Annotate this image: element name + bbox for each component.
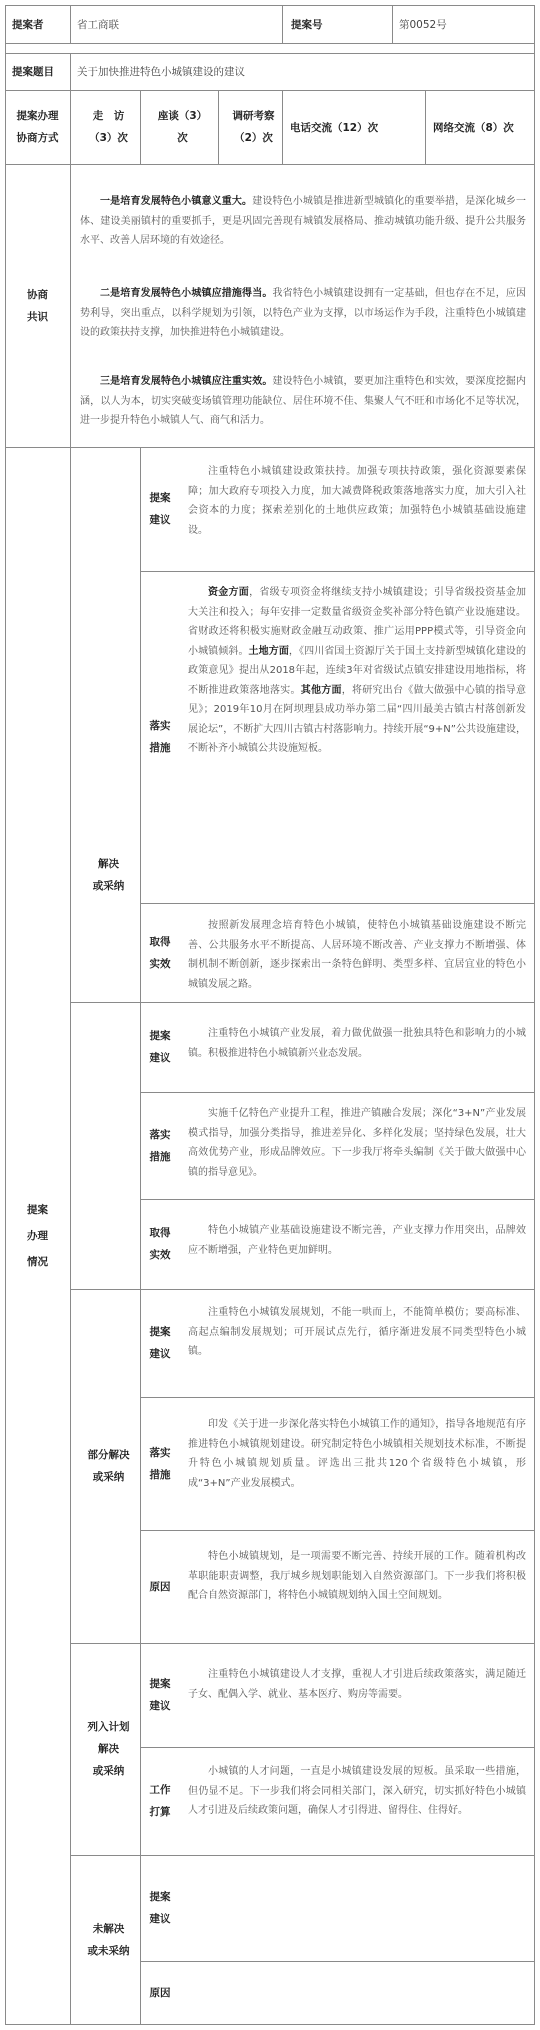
method-visit: 走 访 （3）次 — [89, 110, 128, 144]
method-research: 调研考察 （2）次 — [232, 110, 275, 144]
label-results: 取得 实效 — [149, 1227, 171, 1261]
proposer-label: 提案者 — [12, 18, 44, 31]
category-partially-adopted: 部分解决 或采纳 — [87, 1449, 130, 1483]
adopted-measures-text: 资金方面，省级专项资金将继续支持小城镇建设；引导省级投资基金加大关注和投入；每年安排一定数量省级资金奖补部分特色镇产业设施建设。省财政还将积极实施财政金融互动政策、推广运用PPP模式等，引导资金向小城镇倾斜。土地方面，《四川省国土资源厅关于国土支持新型城镇化建设的政策意见》提出从2018年起，连续3年对省级试点镇安排建设用地指标，将不断推进政策落地落实。其他方面，将研究出台《做大做强中心镇的指导意见》；2019年10月在阿坝理县成功举办第二届“四川最美古镇古村落创新发展论坛”，不断扩大四川古镇古村落影响力。持续开展“9+N”公共设施建设，不断补齐小城镇公共设施短板。 — [188, 587, 527, 754]
handling-status-label: 提案 办理 情况 — [27, 1204, 48, 1268]
category-planned: 列入计划 解决 或采纳 — [87, 1721, 130, 1777]
partial-reason-text: 特色小城镇规划，是一项需要不断完善、持续开展的工作。随着机构改革职能职责调整，我厅城乡规划职能划入自然资源部门。下一步我们将积极配合自然资源部门，将特色小城镇规划纳入国土空间规划。 — [188, 1551, 526, 1601]
handling-method-label: 提案办理 协商方式 — [16, 110, 59, 144]
adopted-results-text: 按照新发展理念培育特色小城镇，使特色小城镇基础设施建设不断完善、公共服务水平不断提高、人居环境不断改善、产业支撑力不断增强、体制机制不断创新，逐步探索出一条特色鲜明、类型多样、宜居宜业的特色小城镇发展之路。 — [188, 920, 526, 990]
industry-measures-text: 实施千亿特色产业提升工程，推进产镇融合发展；深化“3+N”产业发展模式指导，加强分类指导，推进差异化、多样化发展；坚持绿色发展，壮大高效优势产业，形成品牌效应。下一步我厅将牵头编制《关于做大做强中心镇的指导意见》。 — [188, 1108, 526, 1178]
category-unresolved: 未解决 或未采纳 — [87, 1923, 130, 1957]
industry-results-text: 特色小城镇产业基础设施建设不断完善，产业支撑力作用突出，品牌效应不断增强，产业特色更加鲜明。 — [188, 1225, 526, 1256]
proposal-title-label: 提案题目 — [12, 66, 54, 78]
industry-suggestion-text: 注重特色小城镇产业发展，着力做优做强一批独具特色和影响力的小城镇。积极推进特色小城镇新兴业态发展。 — [188, 1028, 526, 1059]
label-proposal-suggestion: 提案 建议 — [149, 1891, 171, 1925]
label-implementation-measures: 落实 措施 — [149, 720, 171, 754]
label-implementation-measures: 落实 措施 — [149, 1128, 171, 1163]
consensus-paragraph-1: 一是培育发展特色小镇意义重大。建设特色小城镇是推进新型城镇化的重要举措，是深化城乡一体、建设美丽镇村的重要抓手，更是巩固完善现有城镇发展格局、推动城镇功能升级、提升公共服务水平、改善人居环境的有效途径。 — [80, 196, 527, 246]
label-results: 取得 实效 — [149, 935, 171, 970]
partial-suggestion-text: 注重特色小城镇发展规划，不能一哄而上，不能简单模仿；要高标准、高起点编制发展规划；可开展试点先行，循序渐进发展不同类型特色小城镇。 — [188, 1307, 526, 1357]
label-proposal-suggestion: 提案 建议 — [149, 1678, 171, 1712]
label-proposal-suggestion: 提案 建议 — [149, 1326, 171, 1360]
label-proposal-suggestion: 提案 建议 — [149, 492, 171, 526]
method-phone: 电话交流（12）次 — [290, 121, 379, 134]
proposal-title-value: 关于加快推进特色小城镇建设的建议 — [77, 66, 245, 78]
adopted-suggestion-text: 注重特色小城镇建设政策扶持。加强专项扶持政策，强化资源要素保障；加大政府专项投入力度，加大减费降税政策落地落实力度，加大引入社会资本的力度；探索差别化的土地供应政策；加强特色小城镇基础设施建设。 — [188, 466, 526, 536]
planned-work-plan-text: 小城镇的人才问题，一直是小城镇建设发展的短板。虽采取一些措施，但仍显不足。下一步我们将会同相关部门，深入研究，切实抓好特色小城镇人才引进及后续政策问题，确保人才引得进、留得住、住得好。 — [188, 1766, 526, 1816]
consensus-label: 协商 共识 — [27, 288, 48, 323]
label-reason: 原因 — [149, 1580, 171, 1593]
planned-suggestion-text: 注重特色小城镇建设人才支撑，重视人才引进后续政策落实，满足随迁子女、配偶入学、就业、基本医疗、购房等需要。 — [188, 1669, 526, 1700]
method-online: 网络交流（8）次 — [433, 121, 514, 134]
partial-measures-text: 印发《关于进一步深化落实特色小城镇工作的通知》，指导各地规范有序推进特色小城镇规划建设。研究制定特色小城镇相关规划技术标准，不断提升特色小城镇规划质量。评选出三批共120个省级特色小城镇，形成“3+N”产业发展模式。 — [188, 1419, 526, 1489]
proposal-number-label: 提案号 — [291, 18, 323, 31]
consensus-paragraph-2: 二是培育发展特色小城镇应措施得当。我省特色小城镇建设拥有一定基础，但也存在不足，应因势利导，突出重点，以科学规划为引领，以特色产业为支撑，以市场运作为手段，注重特色小城镇建设的政策扶持支撑，加快推进特色小城镇建设。 — [80, 288, 527, 338]
label-implementation-measures: 落实 措施 — [149, 1446, 171, 1481]
label-proposal-suggestion: 提案 建议 — [149, 1030, 171, 1064]
method-symposium: 座谈（3） 次 — [157, 110, 208, 144]
consensus-paragraph-3: 三是培育发展特色小城镇应注重实效。建设特色小城镇，要更加注重特色和实效，要深度挖掘内涵，以人为本，切实突破变场镇管理功能缺位、居住环境不佳、集聚人气不旺和市场化不足等状况，进一步提升特色小城镇人气、商气和活力。 — [80, 376, 527, 426]
category-adopted: 解决 或采纳 — [92, 857, 125, 892]
label-reason: 原因 — [149, 1987, 171, 1999]
proposal-number-value: 第0052号 — [399, 18, 447, 31]
label-work-plan: 工作 打算 — [149, 1784, 171, 1818]
proposer-value: 省工商联 — [77, 18, 119, 31]
category-adopted-industry — [70, 1002, 140, 1289]
